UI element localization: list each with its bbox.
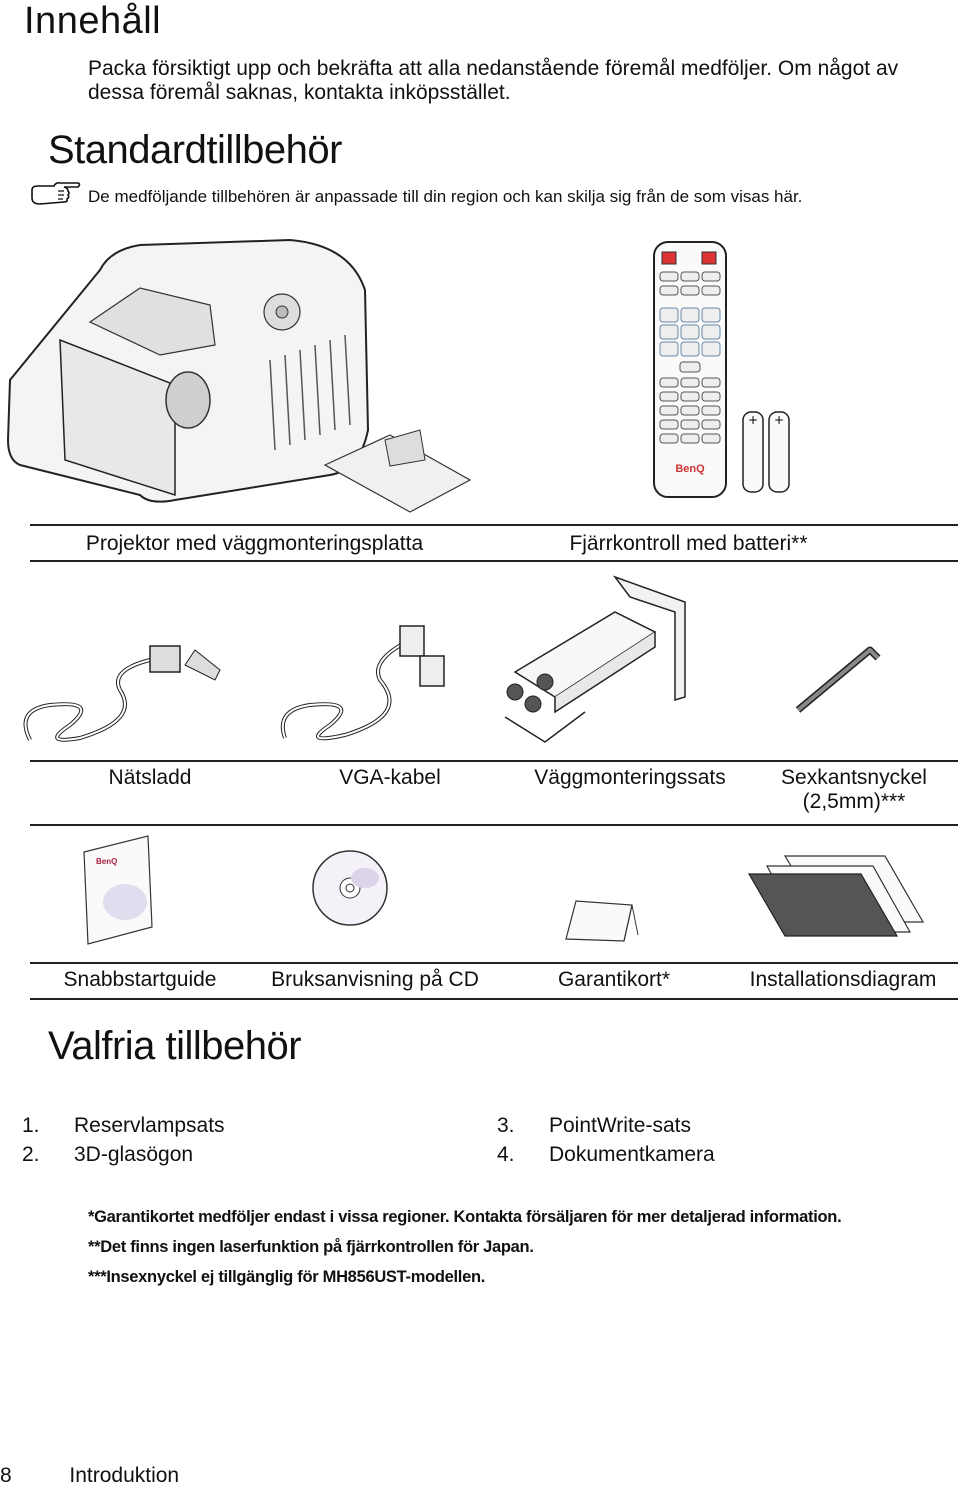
hex-key-illustration bbox=[790, 640, 890, 725]
caption-row-1 bbox=[30, 524, 958, 562]
optional-item: 1. Reservlampsats bbox=[22, 1114, 225, 1137]
installation-diagram-illustration bbox=[745, 852, 930, 942]
optional-item-label: PointWrite-sats bbox=[549, 1114, 691, 1137]
caption-projector: Projektor med väggmonteringsplatta bbox=[85, 532, 424, 555]
footer-section: Introduktion bbox=[69, 1464, 180, 1487]
pointing-hand-icon bbox=[30, 180, 82, 213]
optional-item: 4. Dokumentkamera bbox=[497, 1143, 715, 1166]
optional-item-label: Dokumentkamera bbox=[549, 1143, 715, 1166]
caption-installation-diagram: Installationsdiagram bbox=[749, 968, 937, 991]
page-footer bbox=[0, 1464, 179, 1488]
caption-hex-key-line1: Sexkantsnyckel bbox=[781, 766, 927, 789]
caption-row-2 bbox=[30, 760, 958, 826]
cd-illustration bbox=[310, 848, 390, 933]
wall-mount-kit-illustration bbox=[495, 572, 705, 752]
caption-vga-cable: VGA-kabel bbox=[339, 766, 441, 789]
caption-wall-mount-kit: Väggmonteringssats bbox=[534, 766, 726, 789]
caption-user-manual-cd: Bruksanvisning på CD bbox=[271, 968, 479, 991]
footnote-warranty: *Garantikortet medföljer endast i vissa regioner. Kontakta försäljaren för mer detaljerad information. bbox=[88, 1208, 842, 1226]
caption-row-3 bbox=[30, 962, 958, 1000]
guide-brand-logo: BenQ bbox=[96, 857, 118, 866]
batteries-illustration bbox=[738, 408, 798, 503]
caption-hex-key-line2: (2,5mm)*** bbox=[802, 790, 906, 813]
optional-item: 3. PointWrite-sats bbox=[497, 1114, 691, 1137]
optional-list-right bbox=[497, 1111, 715, 1169]
optional-accessories-heading: Valfria tillbehör bbox=[48, 1024, 302, 1068]
footnote-hex-key: ***Insexnyckel ej tillgänglig för MH856UST-modellen. bbox=[88, 1268, 486, 1286]
svg-text:+: + bbox=[774, 413, 785, 427]
region-note bbox=[30, 180, 802, 213]
svg-text:+: + bbox=[748, 413, 759, 427]
warranty-card-illustration bbox=[560, 895, 640, 950]
remote-control-illustration bbox=[650, 240, 730, 505]
standard-accessories-heading: Standardtillbehör bbox=[48, 128, 342, 172]
optional-item-label: 3D-glasögon bbox=[74, 1143, 194, 1166]
quick-start-guide-illustration bbox=[80, 832, 160, 952]
intro-text: Packa försiktigt upp och bekräfta att alla nedanstående föremål medföljer. Om något av dessa föremål saknas, kontakta inköpsstället. bbox=[88, 57, 899, 104]
region-note-text: De medföljande tillbehören är anpassade till din region och kan skilja sig från de som visas här. bbox=[88, 186, 803, 206]
optional-item-label: Reservlampsats bbox=[74, 1114, 225, 1137]
vga-cable-illustration bbox=[270, 620, 470, 755]
caption-quick-start-guide: Snabbstartguide bbox=[63, 968, 217, 991]
footnote-laser: **Det finns ingen laserfunktion på fjärrkontrollen för Japan. bbox=[88, 1238, 534, 1256]
optional-list-left bbox=[22, 1111, 225, 1169]
optional-item: 2. 3D-glasögon bbox=[22, 1143, 194, 1166]
page-title: Innehåll bbox=[24, 0, 162, 42]
remote-brand-logo: BenQ bbox=[675, 463, 705, 475]
caption-hex-key bbox=[750, 762, 958, 824]
projector-illustration bbox=[0, 230, 480, 525]
caption-power-cord: Nätsladd bbox=[108, 766, 192, 789]
caption-warranty-card: Garantikort* bbox=[557, 968, 671, 991]
caption-remote: Fjärrkontroll med batteri** bbox=[569, 532, 808, 555]
page-number: 8 bbox=[0, 1464, 12, 1487]
power-cord-illustration bbox=[10, 620, 240, 755]
